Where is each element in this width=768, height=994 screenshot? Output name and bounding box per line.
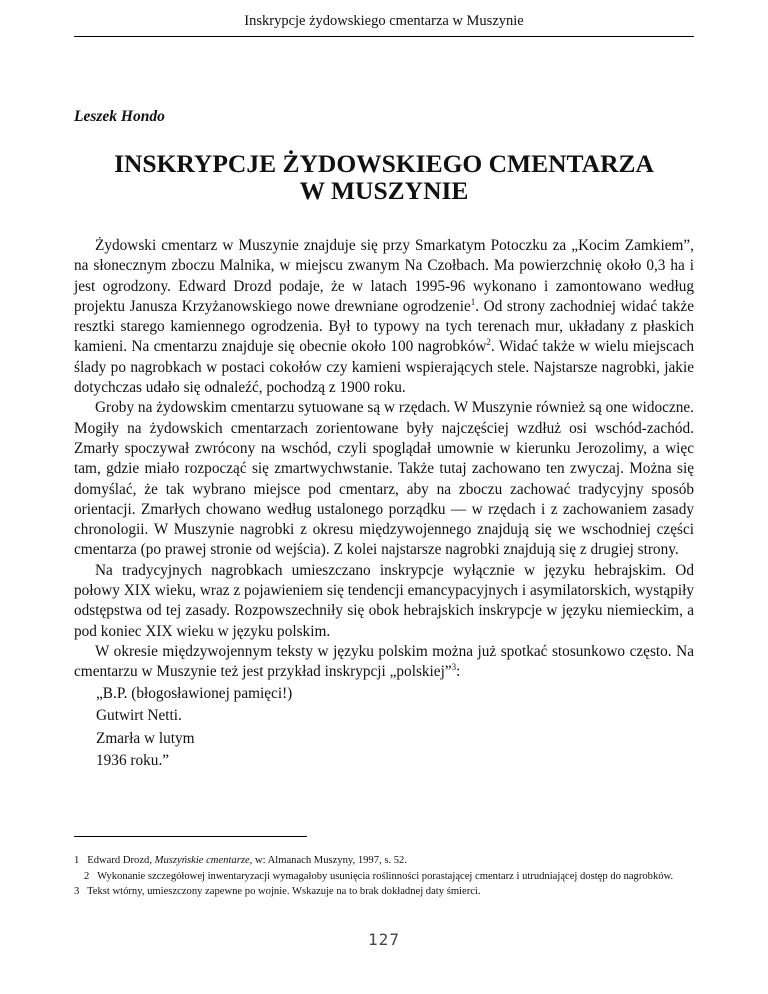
footnote-number: 2 [84, 870, 90, 882]
title-line-2: W MUSZYNIE [299, 176, 469, 205]
footnote-1-source: , w: Almanach Muszyny, 1997, s. 52. [249, 855, 407, 866]
paragraph-4-text-b: : [456, 663, 461, 681]
author-name: Leszek Hondo [74, 108, 165, 125]
title-line-1: INSKRYPCJE ŻYDOWSKIEGO CMENTARZA [114, 149, 654, 178]
footnote-number: 1 [74, 855, 80, 866]
footnote-number: 3 [74, 886, 80, 897]
footnote-2 [74, 869, 700, 885]
paragraph-3: Na tradycyjnych nagrobkach umieszczano inskrypcje wyłącznie w języku hebrajskim. Od połowy XIX wieku, wraz z pojawieniem się tendencji emancypacyjnych i asymilatorskich, wystąpiły odstępstwa od tej zasady. Rozpowszechniły się obok hebrajskich inskrypcje w języku niemieckim, a pod koniec XIX wieku w języku polskim. [74, 561, 694, 640]
footnote-1 [74, 853, 700, 869]
paragraph-4 [74, 642, 694, 683]
running-header: Inskrypcje żydowskiego cmentarza w Muszynie [244, 13, 524, 29]
footnote-3 [74, 884, 700, 900]
paragraph-2: Groby na żydowskim cmentarzu sytuowane są w rzędach. W Muszynie również są one widoczne. Mogiły na żydowskich cmentarzach zorientowane były najczęściej wzdłuż osi wschód-zachód. Zmarły spoczywał zwrócony na wschód, czyli spoglądał umownie w kierunku Jerozolimy, a więc tam, gdzie miało rozpocząć się zmartwychwstanie. Także tutaj zachowano ten zwyczaj. Można się domyślać, że tak wybrano miejsce pod cmentarz, aby na zboczu zachować tradycyjny sposób orientacji. Zmarłych chowano według ustalonego porządku — w rzędach i z zachowaniem zasady chronologii. W Muszynie nagrobki z okresu międzywojennego znajdują się we wschodniej części cmentarza (po prawej stronie od wejścia). Z kolei najstarsze nagrobki znajdują się z drugiej strony. [74, 399, 694, 559]
paragraph-1 [74, 236, 694, 398]
paragraph-1-text-a: Żydowski cmentarz w Muszynie znajduje się przy Smarkatym Potoczku za „Kocim Zamkiem”, na słonecznym zboczu Malnika, w miejscu zwanym Na Czołbach. Ma powierzchnię około 0,3 ha i jest ogrodzony. Edward Drozd podaje, że w latach 1995-96 wykonano i zamontowano według projektu Janusza Krzyżanowskiego nowe drewniane ogrodzenie [74, 237, 694, 315]
page-number: 127 [368, 930, 400, 949]
footnote-separator [74, 836, 307, 837]
footnote-ref-2: 2 [486, 337, 491, 348]
footnote-1-title: Muszyńskie cmentarze [154, 855, 250, 866]
paragraph-1-text-c: . Widać także w wielu miejscach ślady po nagrobkach w postaci cokołów czy kamieni wspierających stele. Najstarsze nagrobki, jakie dotychczas udało się odnaleźć, pochodzą z 1900 roku. [74, 338, 694, 397]
footnote-1-text: Edward Drozd, [87, 855, 155, 866]
footnotes [74, 853, 700, 900]
article-body [74, 236, 694, 773]
footnote-ref-1: 1 [470, 296, 476, 307]
quote-line: Gutwirt Netti. [96, 707, 182, 725]
article-title [74, 150, 694, 204]
quote-line: Zmarła w lutym [96, 729, 195, 747]
inscription-quote [74, 683, 694, 773]
quote-line: 1936 roku.” [96, 752, 170, 770]
paragraph-4-text-a: W okresie międzywojennym teksty w języku polskim można już spotkać stosunkowo często. Na cmentarzu w Muszynie też jest przykład inskrypcji „polskiej” [74, 642, 694, 681]
header-rule [74, 36, 694, 37]
footnote-2-text: Wykonanie szczegółowej inwentaryzacji wymagałoby usunięcia roślinności porastającej cmentarz i utrudniającej dostęp do nagrobków. [97, 870, 674, 882]
paragraph-1-text-b: . Od strony zachodniej widać także resztki starego kamiennego ogrodzenia. Był to typowy na tych terenach mur, układany z płaskich kamieni. Na cmentarzu znajduje się obecnie około 100 nagrobków [74, 297, 694, 356]
footnote-3-text: Tekst wtórny, umieszczony zapewne po wojnie. Wskazuje na to brak dokładnej daty śmierci. [87, 886, 481, 897]
footnote-ref-3: 3 [451, 662, 457, 673]
quote-line: „B.P. (błogosławionej pamięci!) [96, 684, 293, 702]
